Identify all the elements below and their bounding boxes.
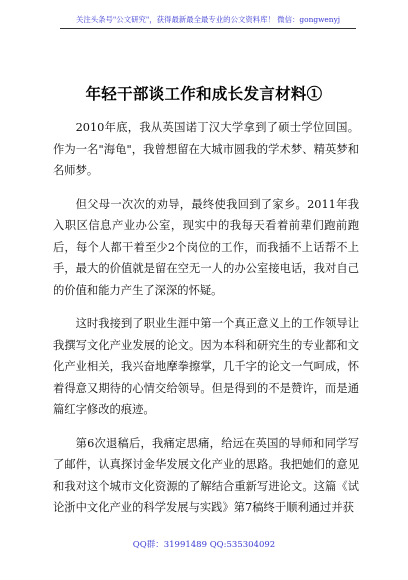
paragraph: 2010年底，我从英国诺丁汉大学拿到了硕士学位回国。作为一名"海龟"，我曾想留在大城市圆我的学术梦、精英梦和名师梦。 [53,121,359,177]
paragraph: 这时我接到了职业生涯中第一个真正意义上的工作领导让我撰写文化产业发展的论文。因为本科和研究生的专业都和文化产业相关，我兴奋地摩拳擦掌，几千字的论文一气呵成，怀着得意又期待的心情交给领导。但是得到的不是赞许，而是通篇红字修改的痕迹。 [53,317,359,416]
document-body [53,117,359,531]
page-header: 关注头条号"公文研究"，获得最新最全最专业的公文资料库！ 微信：gongwenyj [60,14,356,29]
paragraph: 第6次退稿后，我痛定思痛，给远在英国的导师和同学写了邮件，认真探讨金华发展文化产业的思路。我把她们的意见和我对这个城市文化资源的了解结合重新写进论文。这篇《试论浙中文化产业的科学发展与实践》第7稿终于顺利通过并获 [53,436,359,514]
document-title: 年轻干部谈工作和成长发言材料① [85,84,323,103]
paragraph: 但父母一次次的劝导，最终使我回到了家乡。2011年我入职区信息产业办公室，现实中的我每天看着前辈们跑前跑后，每个人都干着至少2个岗位的工作，而我插不上话帮不上手，最大的价值就是留在空无一人的办公室接电话，我对自己的价值和能力产生了深深的怀疑。 [53,197,359,297]
page-footer: QQ群：31991489 QQ:535304092 [132,540,276,550]
